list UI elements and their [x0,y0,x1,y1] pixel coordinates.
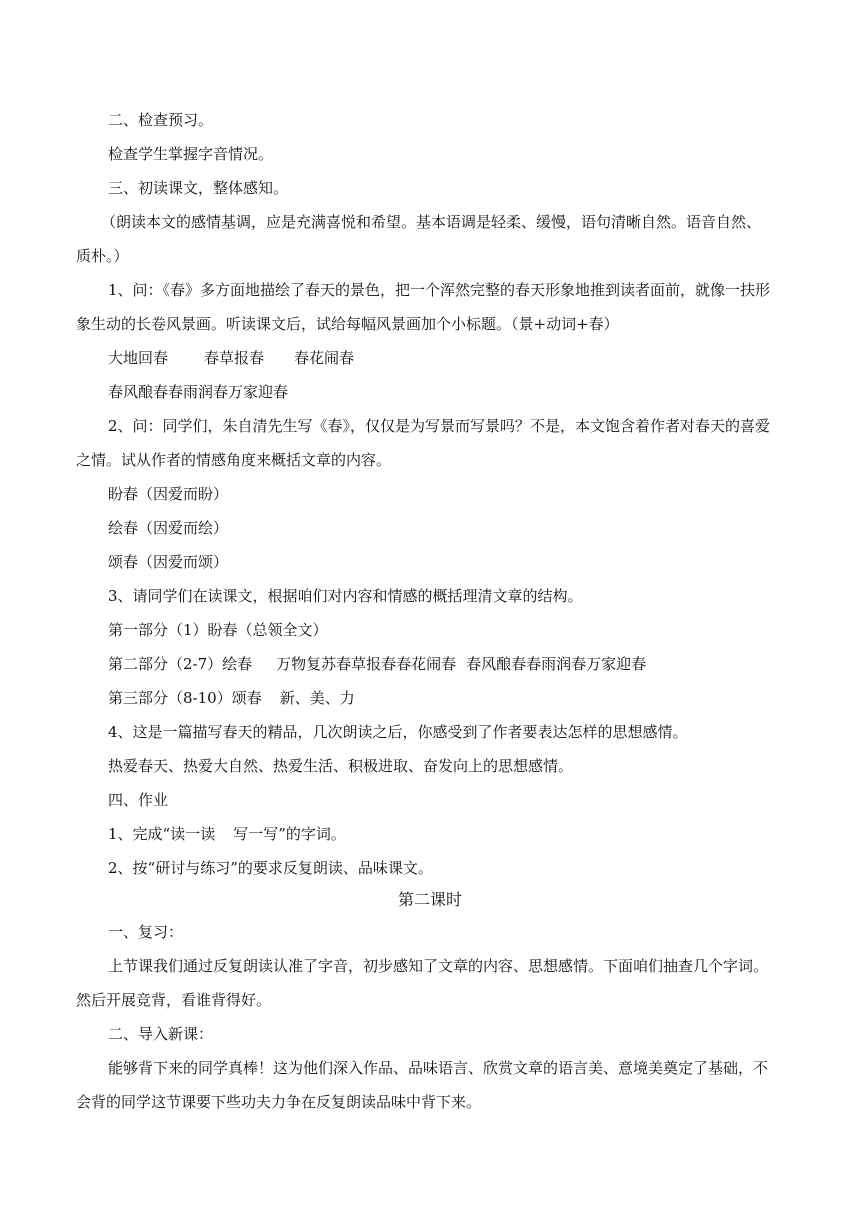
content-item-3: 颂春（因爱而颂） [108,553,229,571]
structure-part-2-scenes-a: 万物复苏春草报春春花闹春 [276,655,457,673]
subtitle-1: 大地回春 [108,349,169,367]
structure-part-3 [0,688,860,708]
new-lesson-paragraph-line1: 能够背下来的同学真棒！这为他们深入作品、品味语言、欣赏文章的语言美、意境美奠定了基础，不 [108,1059,769,1077]
homework-item-1 [0,824,860,844]
subtitle-2: 春草报春 [204,349,265,367]
section-heading-homework: 四、作业 [108,791,169,809]
content-item-2: 绘春（因爱而绘） [108,519,229,537]
question-4: 4、这是一篇描写春天的精品，几次朗读之后，你感受到了作者要表达怎样的思想感情。 [108,723,688,741]
section-heading-new-lesson: 二、导入新课： [108,1025,214,1043]
paragraph-preview-check: 检查学生掌握字音情况。 [108,145,274,163]
section-heading-preview: 二、检查预习。 [108,111,214,129]
lesson-2-title: 第二课时 [397,890,462,909]
paragraph-reading-tone-line2: 质朴。） [76,247,129,265]
section-heading-review: 一、复习： [108,923,184,941]
homework-item-1-part-b: 写一写”的字词。 [233,825,346,843]
content-item-1: 盼春（因爱而盼） [108,485,229,503]
subtitle-list [0,348,860,368]
new-lesson-paragraph-line2: 会背的同学这节课要下些功夫力争在反复朗读品味中背下来。 [76,1093,482,1111]
structure-part-2 [0,654,860,674]
question-1-line2: 象生动的长卷风景画。听读课文后，试给每幅风景画加个小标题。（景+动词+春） [76,315,619,333]
question-2-line1: 2、问：同学们，朱自清先生写《春》，仅仅是为写景而写景吗？不是，本文饱含着作者对春天的喜爱 [108,417,771,435]
answer-4: 热爱春天、热爱大自然、热爱生活、积极进取、奋发向上的思想感情。 [108,757,574,775]
paragraph-reading-tone-line1: （朗读本文的感情基调，应是充满喜悦和希望。基本语调是轻柔、缓慢，语句清晰自然。语音自然、 [101,213,762,231]
question-3: 3、请同学们在读课文，根据咱们对内容和情感的概括理清文章的结构。 [108,587,583,605]
subtitle-3: 春花闹春 [294,349,355,367]
review-paragraph-line2: 然后开展竞背，看谁背得好。 [76,991,272,1009]
structure-part-2-label: 第二部分（2-7）绘春 [108,655,253,673]
review-paragraph-line1: 上节课我们通过反复朗读认准了字音，初步感知了文章的内容、思想感情。下面咱们抽查几个字词。 [108,957,769,975]
subtitle-list-continued: 春风酿春春雨润春万家迎春 [108,383,289,401]
structure-part-3-label: 第三部分（8-10）颂春 [108,689,262,707]
homework-item-1-part-a: 1、完成“读一读 [108,825,216,843]
structure-part-1: 第一部分（1）盼春（总领全文） [108,621,328,639]
structure-part-3-words: 新、美、力 [279,689,355,707]
question-1-line1: 1、问：《春》多方面地描绘了春天的景色，把一个浑然完整的春天形象地推到读者面前，就像一扶形 [108,281,771,299]
structure-part-2-scenes-b: 春风酿春春雨润春万家迎春 [466,655,647,673]
homework-item-2: 2、按“研讨与练习”的要求反复朗读、品味课文。 [108,859,433,877]
section-heading-first-reading: 三、初读课文，整体感知。 [108,179,289,197]
question-2-line2: 之情。试从作者的情感角度来概括文章的内容。 [76,451,392,469]
